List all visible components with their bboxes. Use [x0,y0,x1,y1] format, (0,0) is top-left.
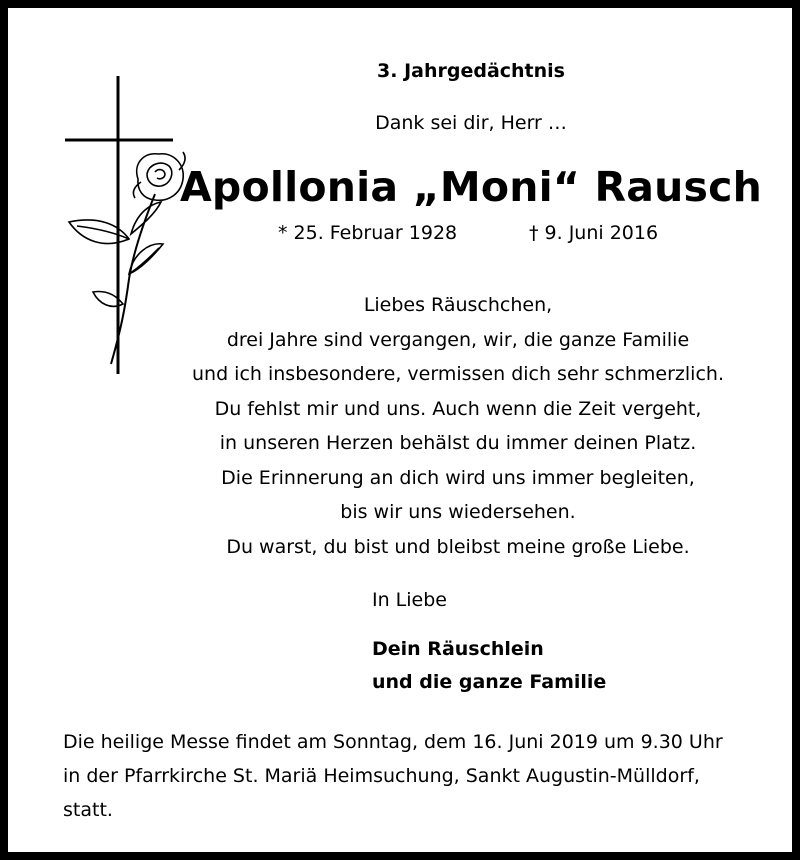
poem-line: drei Jahre sind vergangen, wir, die ganze Familie [226,328,690,351]
poem-line: und ich insbesondere, vermissen dich sehr schmerzlich. [191,363,724,385]
signature-line: und die ganze Familie [372,671,607,693]
signature [372,633,606,699]
footer-line: Die heilige Messe findet am Sonntag, dem 16. Juni 2019 um 9.30 Uhr [63,731,723,753]
birth-date: * 25. Februar 1928 [278,222,458,244]
poem-line: in unseren Herzen behälst du immer deinen Platz. [219,432,697,454]
closing-phrase: In Liebe [372,589,447,611]
deceased-name: Apollonia „Moni“ Rausch [179,163,762,211]
poem-line: Du fehlst mir und uns. Auch wenn die Zeit vergeht, [214,397,702,420]
footer-line: statt. [63,799,113,821]
signature-line: Dein Räuschlein [372,638,544,660]
dedication-line: Dank sei dir, Herr … [375,112,567,134]
footer-line: in der Pfarrkirche St. Mariä Heimsuchung, Sankt Augustin-Mülldorf, [63,765,700,787]
poem-line: Du warst, du bist und bleibst meine große Liebe. [226,535,690,558]
poem-line: Liebes Räuschchen, [363,294,553,316]
poem [8,288,800,564]
death-date: † 9. Juni 2016 [529,222,659,244]
poem-line: bis wir uns wiedersehen. [340,501,576,523]
mass-announcement [63,725,783,827]
poem-line: Die Erinnerung an dich wird uns immer begleiten, [221,466,695,489]
anniversary-title: 3. Jahrgedächtnis [377,60,565,82]
